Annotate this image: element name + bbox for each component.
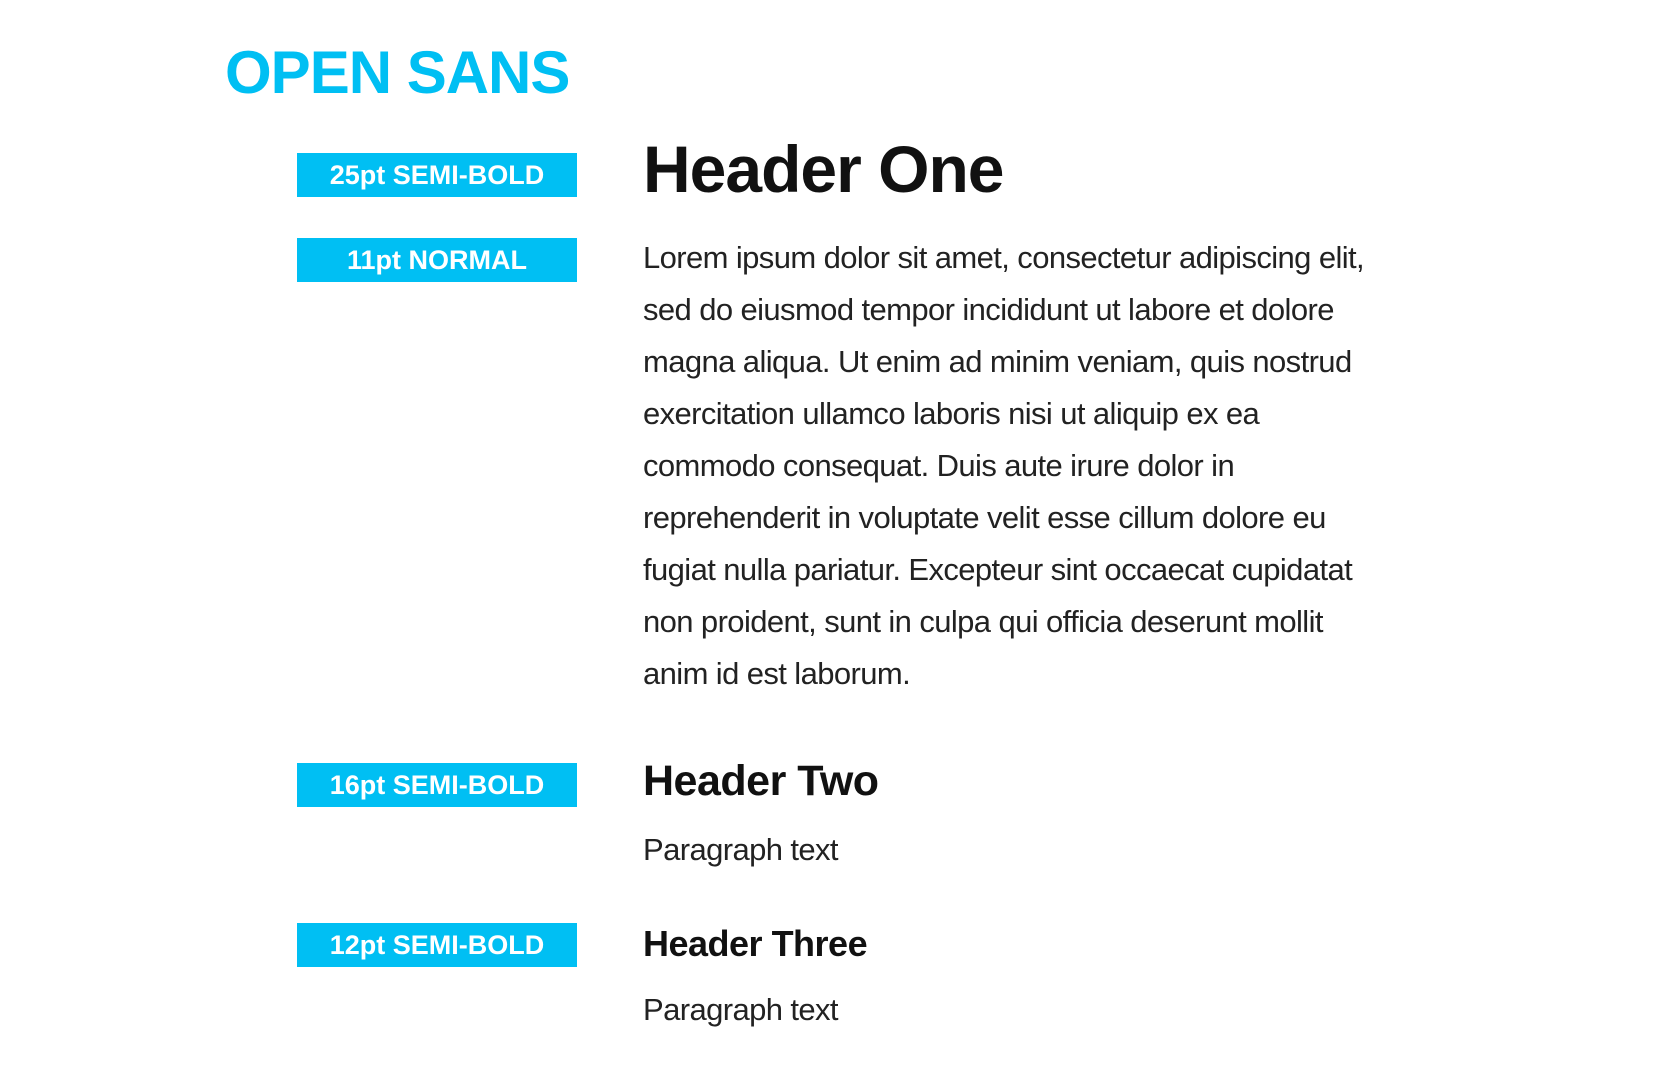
paragraph-line: exercitation ullamco laboris nisi ut aliquip ex ea	[643, 396, 1260, 431]
header-two-sample: Header Two	[643, 757, 879, 805]
paragraph-line: non proident, sunt in culpa qui officia deserunt mollit	[643, 604, 1323, 639]
lorem-ipsum-paragraph	[643, 232, 1364, 700]
paragraph-line: magna aliqua. Ut enim ad minim veniam, quis nostrud	[643, 344, 1352, 379]
paragraph-text-sample-2: Paragraph text	[643, 992, 838, 1027]
paragraph-line: reprehenderit in voluptate velit esse cillum dolore eu	[643, 500, 1326, 535]
size-label-25pt-semibold: 25pt SEMI-BOLD	[297, 153, 577, 197]
paragraph-line: sed do eiusmod tempor incididunt ut labore et dolore	[643, 292, 1334, 327]
paragraph-line: commodo consequat. Duis aute irure dolor in	[643, 448, 1235, 483]
size-label-12pt-semibold: 12pt SEMI-BOLD	[297, 923, 577, 967]
header-one-sample: Header One	[643, 132, 1004, 206]
paragraph-line: anim id est laborum.	[643, 656, 911, 691]
page-title: OPEN SANS	[225, 39, 570, 106]
header-three-sample: Header Three	[643, 923, 868, 964]
paragraph-line: fugiat nulla pariatur. Excepteur sint occaecat cupidatat	[643, 552, 1353, 587]
paragraph-line: Lorem ipsum dolor sit amet, consectetur adipiscing elit,	[643, 240, 1365, 275]
size-label-11pt-normal: 11pt NORMAL	[297, 238, 577, 282]
paragraph-text-sample-1: Paragraph text	[643, 832, 838, 867]
size-label-16pt-semibold: 16pt SEMI-BOLD	[297, 763, 577, 807]
